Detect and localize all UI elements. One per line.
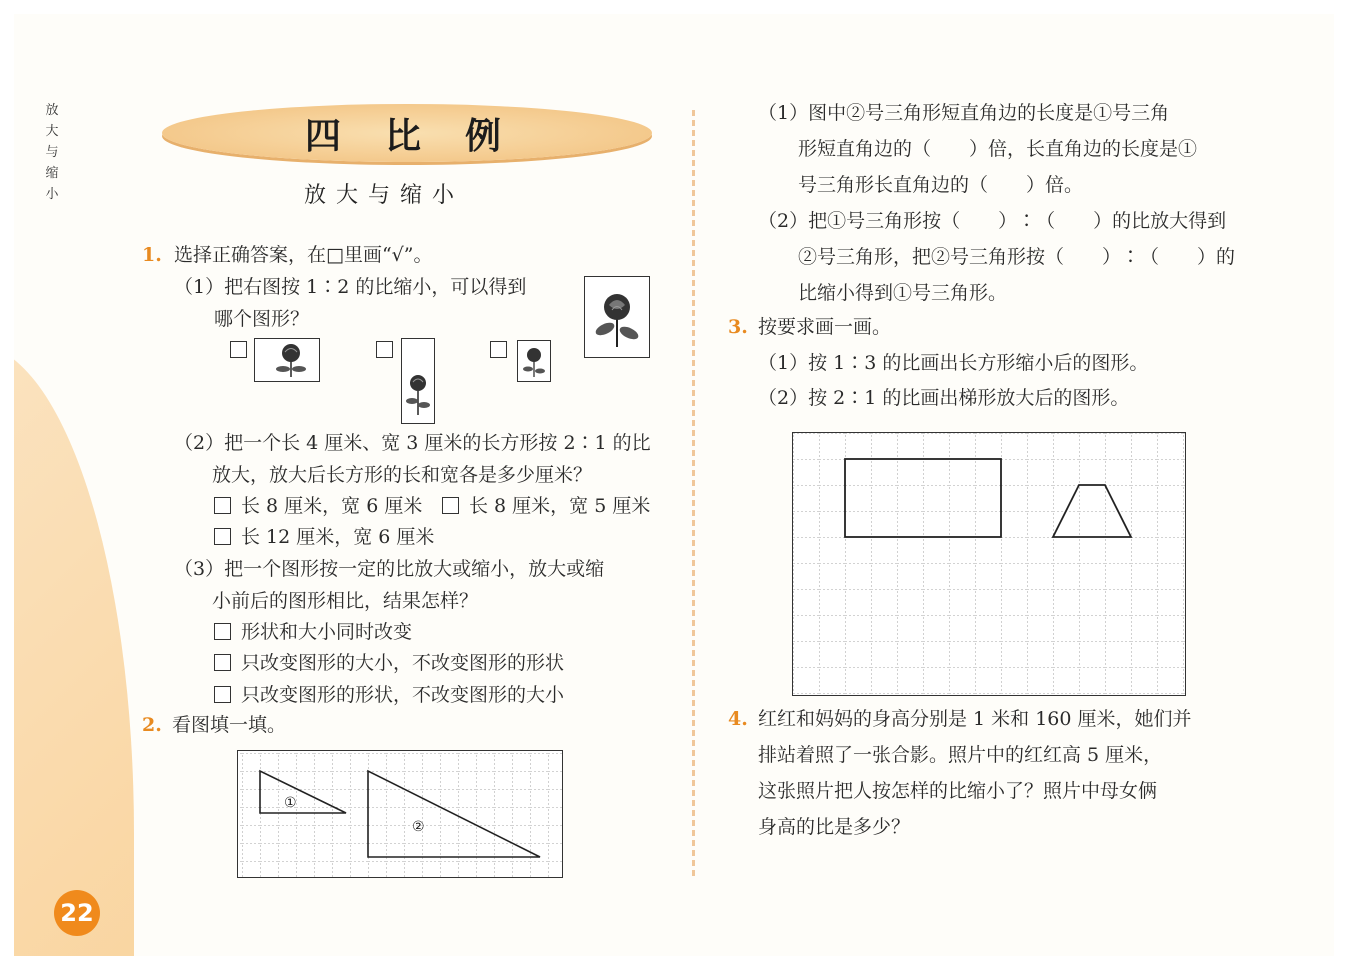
- rose-icon: [402, 339, 434, 423]
- workbook-page: [14, 14, 1334, 956]
- title-char: 比: [384, 115, 429, 157]
- q1-part2-option-a: 长 8 厘米，宽 6 厘米: [214, 495, 422, 517]
- triangle-grid: [237, 750, 563, 878]
- q1-part1-text: （1）把右图按 1∶2 的比缩小，可以得到: [174, 276, 527, 298]
- checkbox[interactable]: [214, 497, 231, 514]
- checkbox[interactable]: [214, 623, 231, 640]
- q2-part1-text: 形短直角边的（ ）倍，长直角边的长度是①: [798, 138, 1198, 160]
- section-subtitle: 放大与缩小: [304, 183, 465, 208]
- checkbox[interactable]: [214, 654, 231, 671]
- q1-part2-text: 放大，放大后长方形的长和宽各是多少厘米？: [212, 464, 593, 486]
- q2-part2-text: ②号三角形，把②号三角形按（ ）∶（ ）的: [798, 246, 1236, 268]
- side-label: 放 大 与 缩 小: [45, 103, 59, 202]
- drawing-grid[interactable]: [792, 432, 1186, 696]
- q2-part1-text: 号三角形长直角边的（ ）倍。: [798, 174, 1084, 196]
- q1-part2-option-c: 长 12 厘米，宽 6 厘米: [214, 526, 434, 548]
- q2-part1-text: （1）图中②号三角形短直角边的长度是①号三角: [758, 102, 1170, 124]
- q2-part2-text: 比缩小得到①号三角形。: [798, 282, 1008, 304]
- drawing-grid-canvas: [793, 433, 1185, 695]
- q1-part2-text: （2）把一个长 4 厘米、宽 3 厘米的长方形按 2∶1 的比: [174, 432, 651, 454]
- q1-part3-text: （3）把一个图形按一定的比放大或缩小，放大或缩: [174, 558, 605, 580]
- title-char: 例: [465, 115, 510, 157]
- decorative-corner: [14, 344, 134, 956]
- q1-part1-text: 哪个图形？: [214, 308, 310, 330]
- question-4-text: 这张照片把人按怎样的比缩小了？照片中母女俩: [758, 780, 1158, 802]
- question-4-number: 4.: [728, 708, 748, 730]
- rose-picture-option-a: [254, 338, 320, 382]
- chapter-title: [162, 98, 652, 168]
- rose-picture-original: [584, 276, 650, 358]
- rose-picture-option-c: [517, 340, 551, 382]
- rose-icon: [255, 339, 319, 381]
- question-4-text: 排站着照了一张合影。照片中的红红高 5 厘米，: [758, 744, 1163, 766]
- q1-part3-option-a: 形状和大小同时改变: [214, 621, 412, 643]
- question-3-stem: 按要求画一画。: [758, 316, 892, 338]
- page-number-badge: 22: [54, 890, 100, 936]
- question-2-stem: 看图填一填。: [172, 714, 287, 736]
- q3-part2-text: （2）按 2∶1 的比画出梯形放大后的图形。: [758, 387, 1130, 409]
- title-char: 四: [304, 115, 349, 157]
- question-1-stem: 选择正确答案，在□里画“√”。: [174, 244, 433, 266]
- q2-part2-text: （2）把①号三角形按（ ）∶（ ）的比放大得到: [758, 210, 1227, 232]
- rose-icon: [585, 277, 649, 357]
- question-4-text: 红红和妈妈的身高分别是 1 米和 160 厘米，她们并: [758, 708, 1192, 730]
- q1-option-a-checkbox[interactable]: [230, 341, 247, 358]
- q1-part3-option-c: 只改变图形的形状，不改变图形的大小: [214, 684, 564, 706]
- question-4-text: 身高的比是多少？: [758, 816, 911, 838]
- page-divider: [692, 110, 695, 880]
- q1-option-c-checkbox[interactable]: [490, 341, 507, 358]
- q3-part1-text: （1）按 1∶3 的比画出长方形缩小后的图形。: [758, 352, 1149, 374]
- question-2-number: 2.: [142, 714, 162, 736]
- q1-part3-text: 小前后的图形相比，结果怎样？: [212, 590, 479, 612]
- question-3-number: 3.: [728, 316, 748, 338]
- checkbox[interactable]: [442, 497, 459, 514]
- checkbox[interactable]: [214, 686, 231, 703]
- q1-option-b-checkbox[interactable]: [376, 341, 393, 358]
- q1-part3-option-b: 只改变图形的大小，不改变图形的形状: [214, 652, 564, 674]
- rose-icon: [518, 341, 550, 381]
- rose-picture-option-b: [401, 338, 435, 424]
- triangle-grid-drawing: [238, 751, 562, 877]
- checkbox[interactable]: [214, 528, 231, 545]
- triangle-2-label: ②: [412, 819, 425, 835]
- q1-part2-option-b: 长 8 厘米，宽 5 厘米: [442, 495, 650, 517]
- triangle-1-label: ①: [284, 795, 297, 811]
- question-1-number: 1.: [142, 244, 162, 266]
